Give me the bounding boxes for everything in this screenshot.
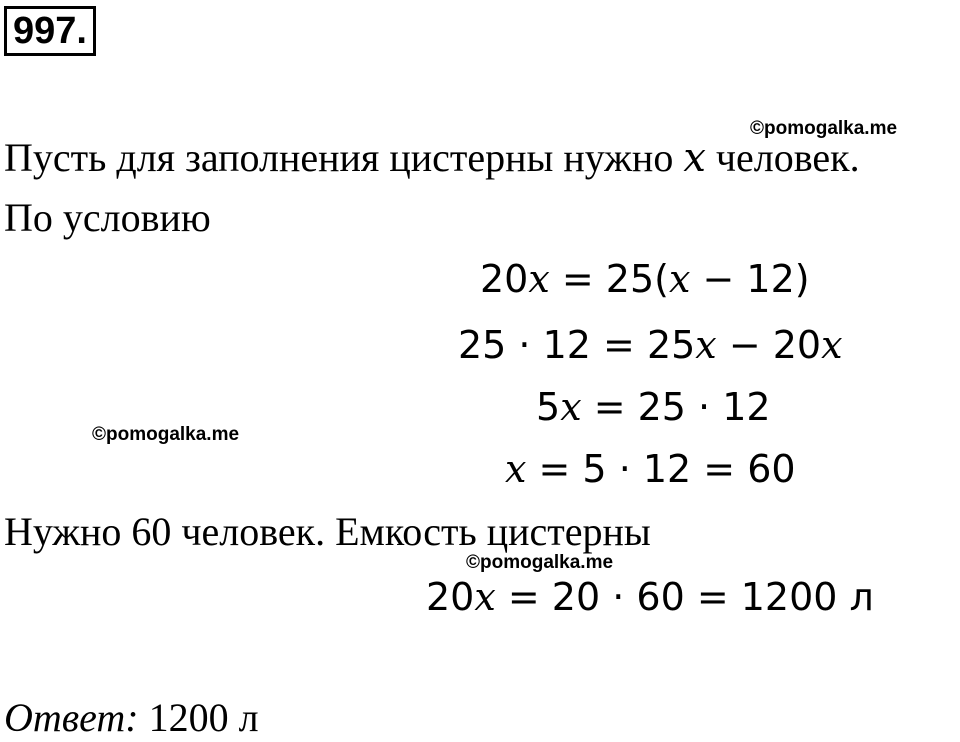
eq2-var-x: x: [695, 323, 717, 367]
watermark-bottom: ©pomogalka.me: [466, 552, 614, 573]
watermark-top: ©pomogalka.me: [750, 118, 898, 139]
eq3-part-a: 5: [536, 385, 561, 429]
eq3-part-c: = 25 · 12: [581, 385, 771, 429]
eq4-var-x: x: [505, 447, 527, 491]
statement-text-end: человек.: [715, 135, 860, 180]
eq1-var-x: x: [528, 257, 550, 301]
eq2-part-c: − 20: [716, 323, 822, 367]
equation-5: [426, 574, 874, 620]
eq5-part-a: 20: [426, 575, 475, 619]
equation-1: [480, 256, 810, 302]
eq1-part-a: 20: [480, 257, 529, 301]
eq5-var-x: x: [474, 575, 496, 619]
eq2-var-x-2: x: [821, 323, 843, 367]
problem-statement-line: [4, 134, 860, 182]
watermark-middle: ©pomogalka.me: [92, 424, 240, 445]
answer-label: Ответ:: [4, 695, 139, 740]
eq1-var-x-2: x: [668, 257, 691, 301]
statement-text-start: Пусть для заполнения цистерны нужно: [4, 135, 674, 180]
eq4-part-b: = 5 · 12 = 60: [526, 447, 796, 491]
variable-x: x: [683, 135, 706, 181]
eq1-part-e: − 12): [690, 257, 810, 301]
equation-3: [536, 384, 771, 430]
eq2-part-a: 25 · 12 = 25: [458, 323, 696, 367]
eq1-part-c: = 25(: [549, 257, 669, 301]
result-line: Нужно 60 человек. Емкость цистерны: [4, 509, 651, 554]
problem-number: 997.: [4, 6, 96, 56]
eq5-part-c: = 20 · 60 = 1200 л: [495, 575, 874, 619]
answer-value: 1200 л: [148, 695, 259, 740]
equation-2: [458, 322, 843, 368]
eq3-var-x: x: [560, 385, 582, 429]
equation-4: [505, 446, 796, 492]
condition-line: По условию: [4, 195, 211, 240]
